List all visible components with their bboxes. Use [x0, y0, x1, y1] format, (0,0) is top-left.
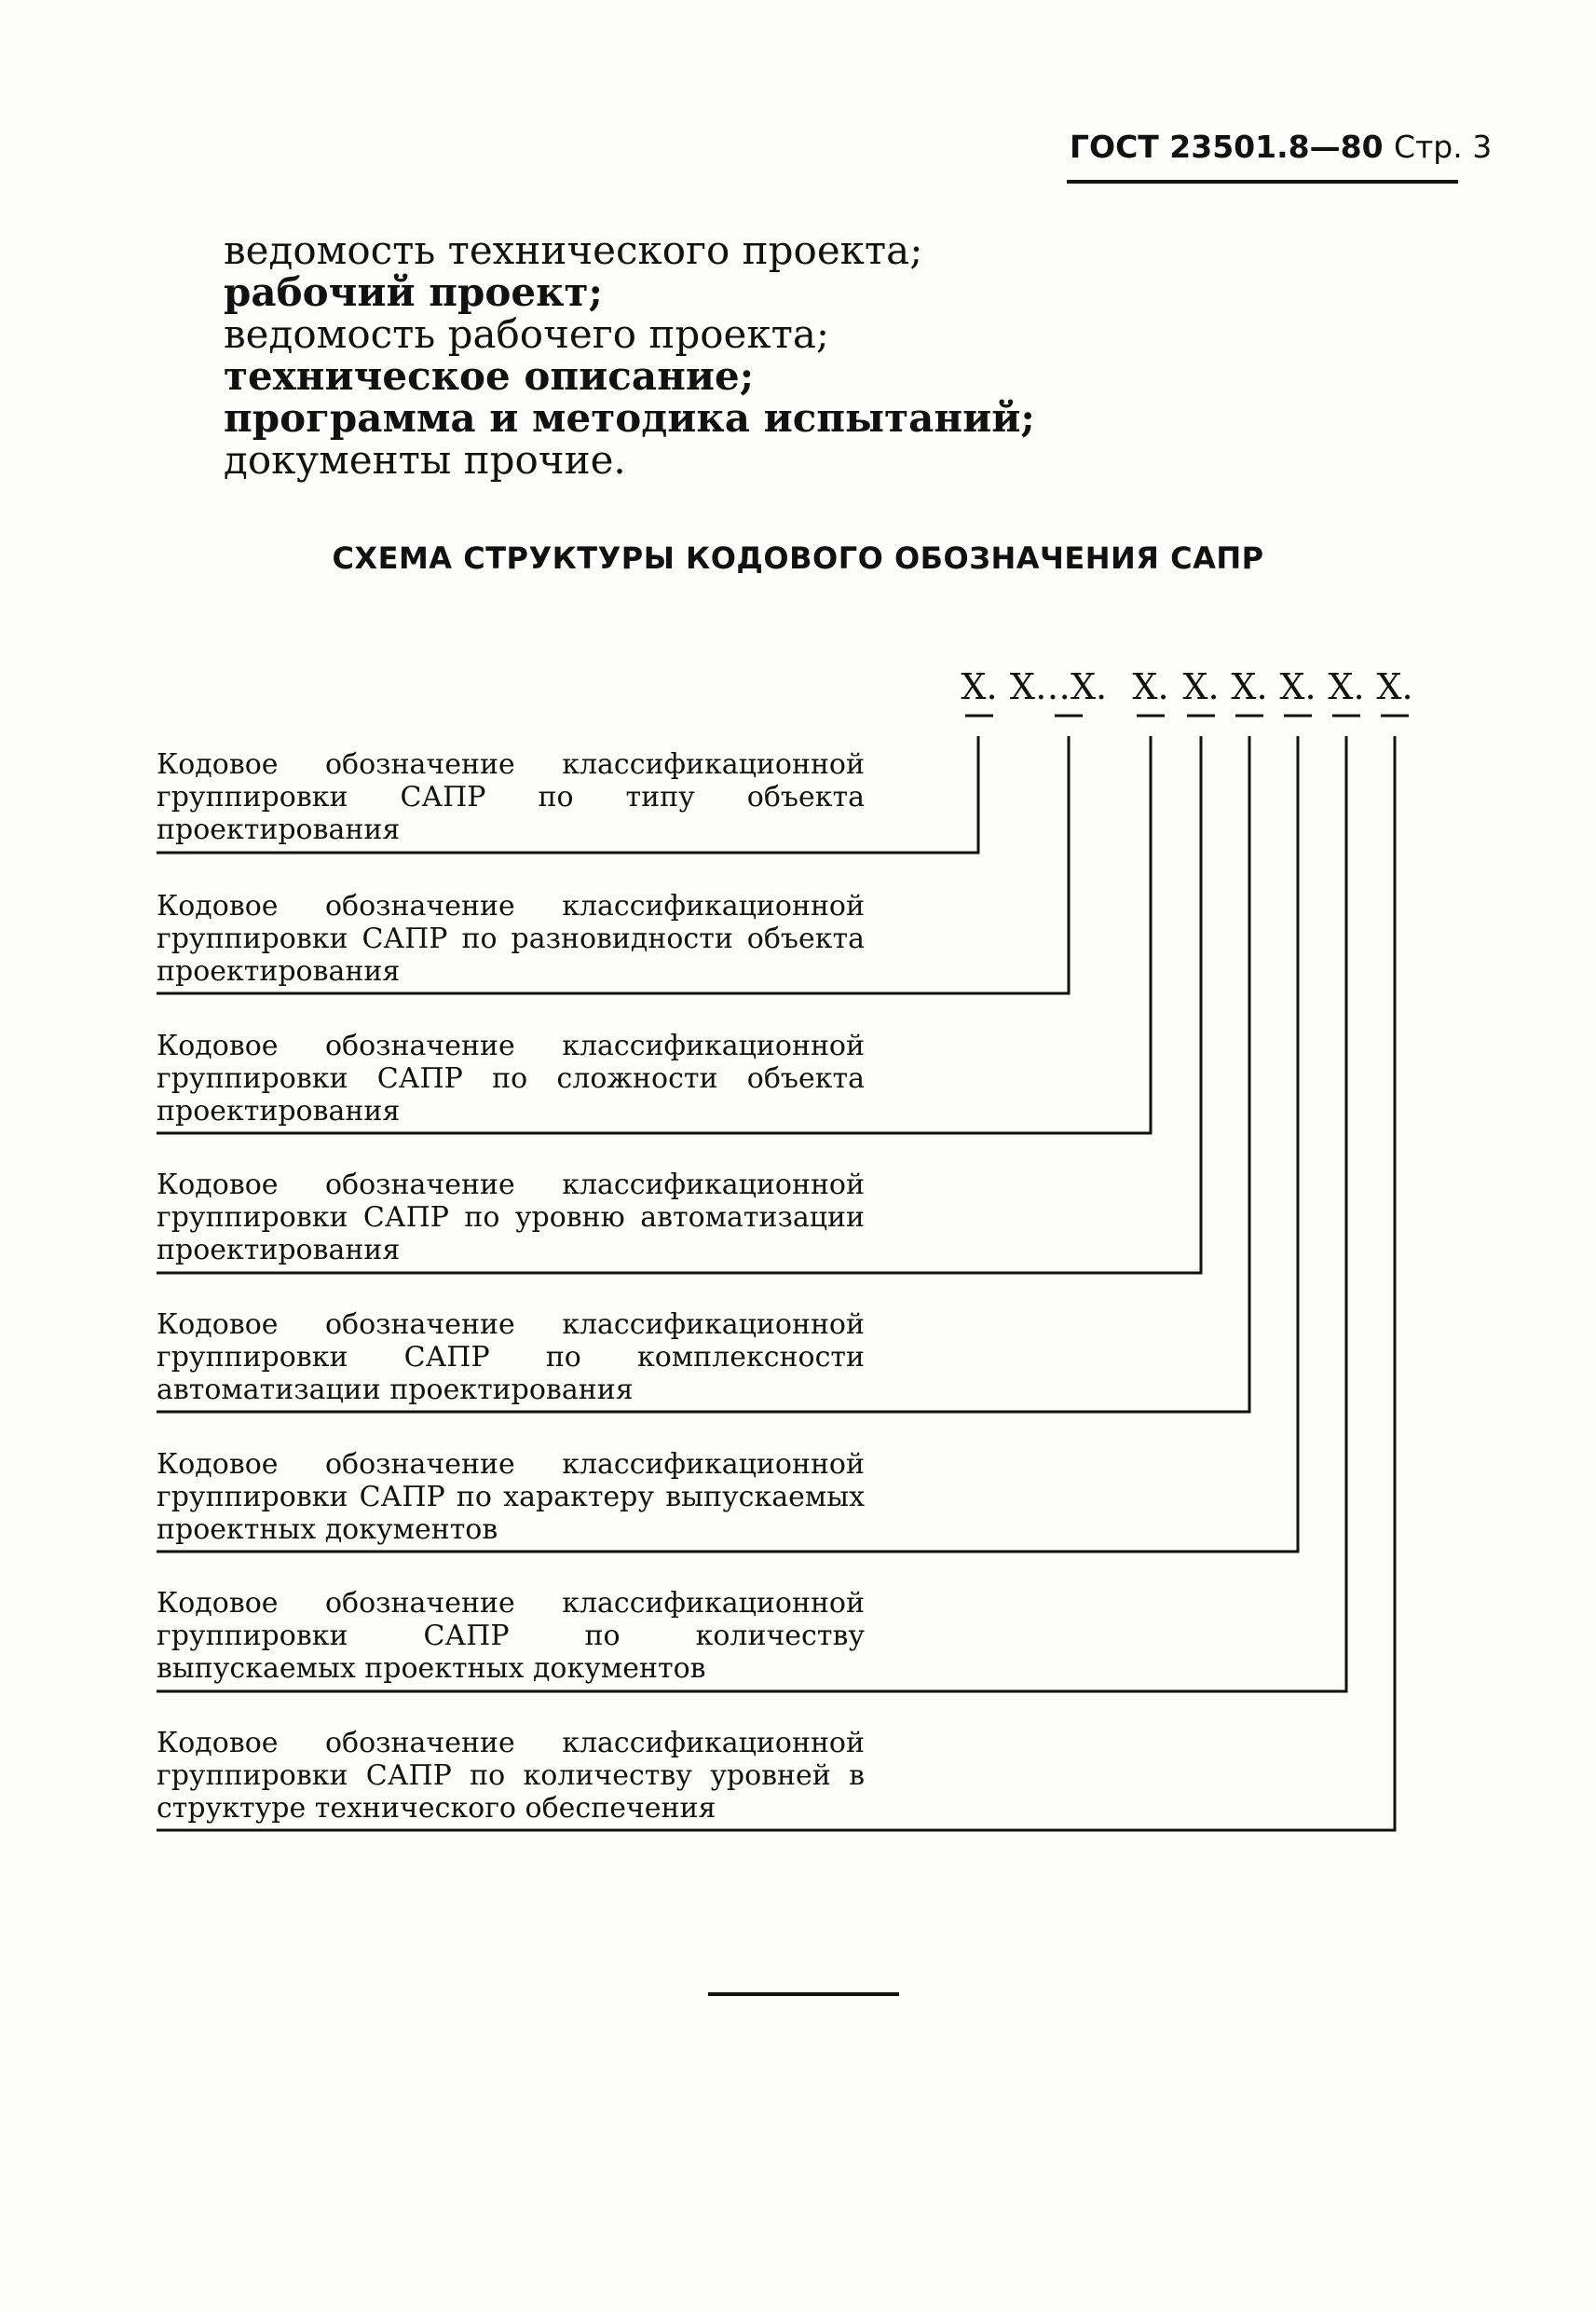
scheme-entry: Кодовое обозначение классификационной группировки САПР по количеству выпускаемых проектных документов — [157, 1587, 865, 1685]
page-header — [1070, 129, 1492, 165]
code-position: X. — [1182, 666, 1220, 707]
scheme-entry: Кодовое обозначение классификационной группировки САПР по количеству уровней в структуре технического обеспечения — [157, 1727, 865, 1825]
scheme-entry: Кодовое обозначение классификационной группировки САПР по характеру выпускаемых проектных документов — [157, 1448, 865, 1546]
scheme-entry: Кодовое обозначение классификационной группировки САПР по сложности объекта проектирования — [157, 1030, 865, 1128]
scheme-entry: Кодовое обозначение классификационной группировки САПР по уровню автоматизации проектирования — [157, 1169, 865, 1266]
code-position: X. — [1328, 666, 1365, 707]
standard-code: ГОСТ 23501.8—80 — [1070, 129, 1384, 165]
list-item: ведомость рабочего проекта; — [224, 311, 830, 357]
list-item: программа и методика испытаний; — [224, 395, 1035, 441]
scheme-entry: Кодовое обозначение классификационной группировки САПР по разновидности объекта проектирования — [157, 890, 865, 988]
scheme-entry: Кодовое обозначение классификационной группировки САПР по типу объекта проектирования — [157, 748, 865, 846]
code-position: X. — [961, 666, 998, 707]
code-position: X. — [1231, 666, 1268, 707]
list-item: рабочий проект; — [224, 269, 603, 315]
list-item: техническое описание; — [224, 353, 755, 399]
page-number: Стр. 3 — [1394, 129, 1493, 165]
header-underline — [1067, 180, 1458, 184]
code-position: X. — [1279, 666, 1316, 707]
list-item: ведомость технического проекта; — [224, 227, 923, 273]
end-divider — [708, 1992, 899, 1996]
code-position: X. — [1132, 666, 1169, 707]
documents-list — [224, 229, 1035, 481]
scheme-title: СХЕМА СТРУКТУРЫ КОДОВОГО ОБОЗНАЧЕНИЯ САПР — [332, 540, 1264, 576]
connector-line — [157, 736, 1298, 1552]
code-position: X…X. — [1009, 666, 1108, 707]
scheme-entry: Кодовое обозначение классификационной группировки САПР по комплексности автоматизации проектирования — [157, 1308, 865, 1406]
code-position: X. — [1376, 666, 1413, 707]
list-item: документы прочие. — [224, 437, 626, 483]
